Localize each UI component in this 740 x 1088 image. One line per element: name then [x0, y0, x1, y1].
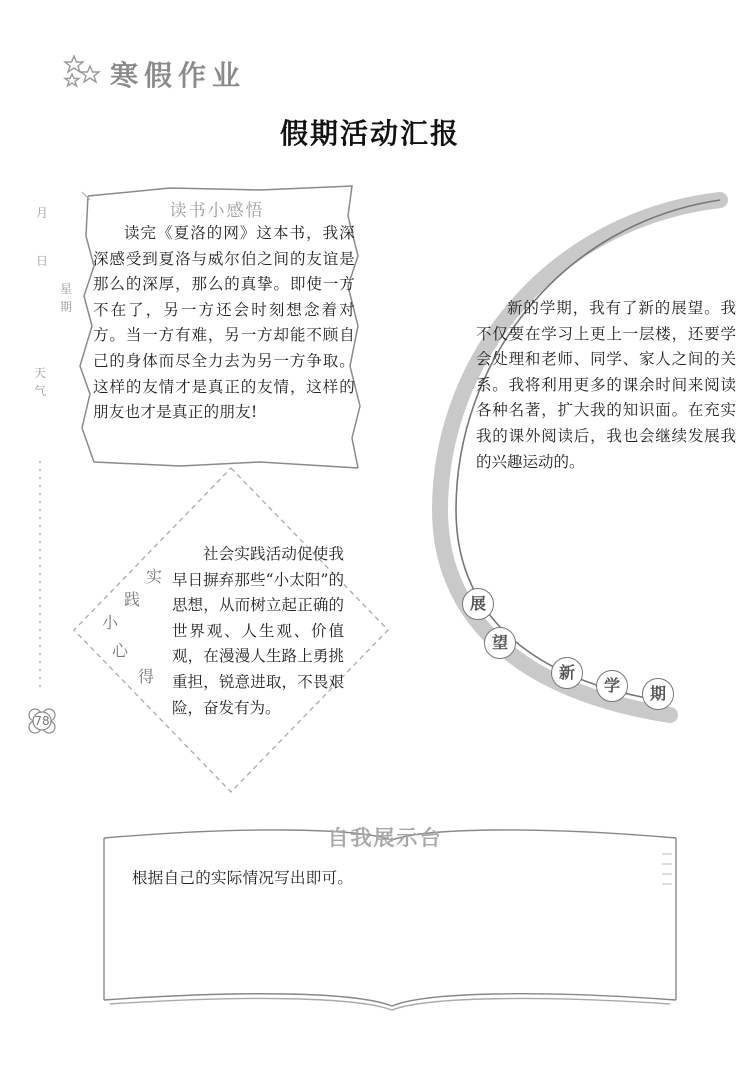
practice-label-char: 小: [102, 613, 119, 632]
semester-label-char: 新: [551, 657, 583, 689]
page-number: 78: [34, 714, 50, 728]
weather-label: 天气: [34, 366, 47, 398]
section-title: 寒假作业: [110, 59, 247, 92]
day-label: 日: [36, 254, 49, 268]
reading-subtitle: 读书小感悟: [169, 201, 265, 221]
semester-label-char: 望: [484, 627, 516, 659]
practice-label-char: 实: [146, 567, 163, 586]
open-book-frame: [96, 824, 686, 1014]
show-title: 自我展示台: [327, 826, 443, 850]
show-paragraph: 根据自己的实际情况写出即可。: [132, 869, 354, 887]
margin-dotted-line: [36, 458, 44, 688]
reading-paragraph: 读完《夏洛的网》这本书，我深深感受到夏洛与威尔伯之间的友谊是那么的深厚，那么的真挚。即使一方不在了，另一方还会时刻想念着对方。当一方有难，另一方却能不顾自己的身体而尽全力去为另一方争取。这样的友情才是真正的友情，这样的朋友也才是真正的朋友!: [93, 224, 355, 422]
semester-label-char: 期: [642, 678, 674, 710]
semester-label-char: 展: [462, 588, 494, 620]
weekday-label: 星期: [60, 282, 73, 314]
month-label: 月: [36, 206, 49, 220]
practice-label-char: 得: [138, 667, 155, 686]
page-title: 假期活动汇报: [279, 117, 460, 150]
semester-label-char: 学: [596, 670, 628, 702]
practice-label-char: 践: [124, 590, 141, 609]
semester-paragraph: 新的学期，我有了新的展望。我不仅要在学习上更上一层楼，还要学会处理和老师、同学、家人之间的关系。我将利用更多的课余时间来阅读各种名著，扩大我的知识面。在充实我的课外阅读后，我也会继续发展我的兴趣运动的。: [476, 299, 736, 471]
practice-paragraph: 社会实践活动促使我早日摒弃那些“小太阳”的思想，从而树立起正确的世界观、人生观、价值观，在漫漫人生路上勇挑重担，锐意进取，不畏艰险，奋发有为。: [172, 545, 344, 717]
practice-label-char: 心: [112, 641, 129, 660]
